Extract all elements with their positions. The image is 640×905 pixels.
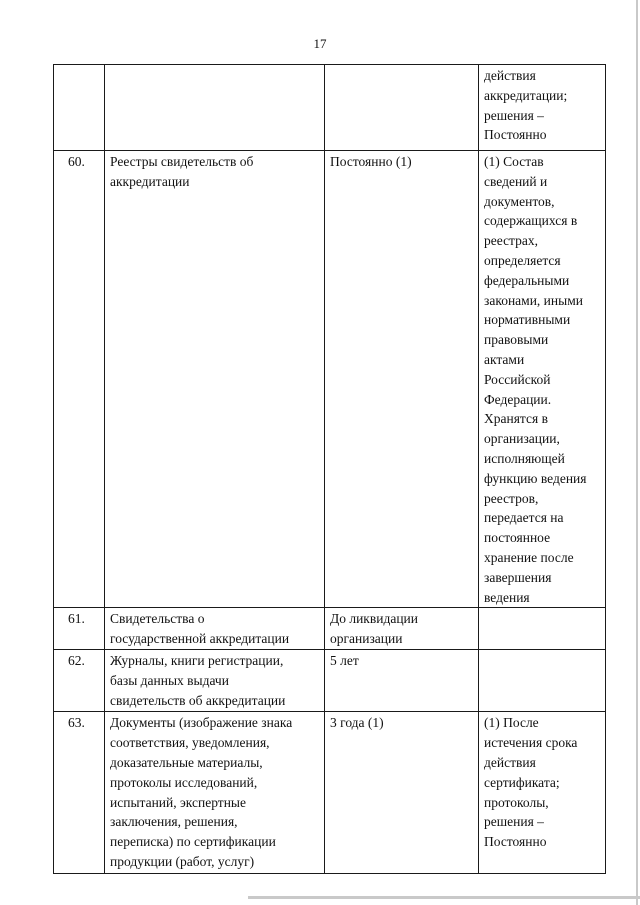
retention-term: Постоянно (1) [325,151,479,608]
document-title: Свидетельства о государственной аккредитации [105,608,325,650]
page-number: 17 [313,36,327,51]
retention-note: (1) Состав сведений и документов, содержащихся в реестрах, определяется федеральными законами, иными нормативными правовыми актами Российской Федерации. Хранятся в организации, исполняющей функцию ведения реестров, передается на постоянное хранение после завершения ведения [479,151,606,608]
table-row [54,65,606,151]
row-number: 63. [54,712,105,874]
scan-edge-right [636,0,638,905]
retention-note [479,650,606,712]
table-row [54,608,606,650]
retention-term [325,65,479,151]
table-row [54,712,606,874]
row-number: 60. [54,151,105,608]
retention-note [479,608,606,650]
document-title: Документы (изображение знака соответствия, уведомления, доказательные материалы, протоколы исследований, испытаний, экспертные заключения, решения, переписка) по сертификации продукции (работ, услуг) [105,712,325,874]
document-title: Реестры свидетельств об аккредитации [105,151,325,608]
retention-term: 5 лет [325,650,479,712]
retention-term: 3 года (1) [325,712,479,874]
document-title [105,65,325,151]
row-number: 61. [54,608,105,650]
retention-term: До ликвидации организации [325,608,479,650]
records-table [53,64,606,874]
document-title: Журналы, книги регистрации, базы данных выдачи свидетельств об аккредитации [105,650,325,712]
row-number: 62. [54,650,105,712]
retention-note: действия аккредитации; решения – Постоянно [479,65,606,151]
scan-edge-bottom [248,896,640,899]
table-row [54,151,606,608]
retention-note: (1) После истечения срока действия сертификата; протоколы, решения – Постоянно [479,712,606,874]
row-number [54,65,105,151]
table-row [54,650,606,712]
